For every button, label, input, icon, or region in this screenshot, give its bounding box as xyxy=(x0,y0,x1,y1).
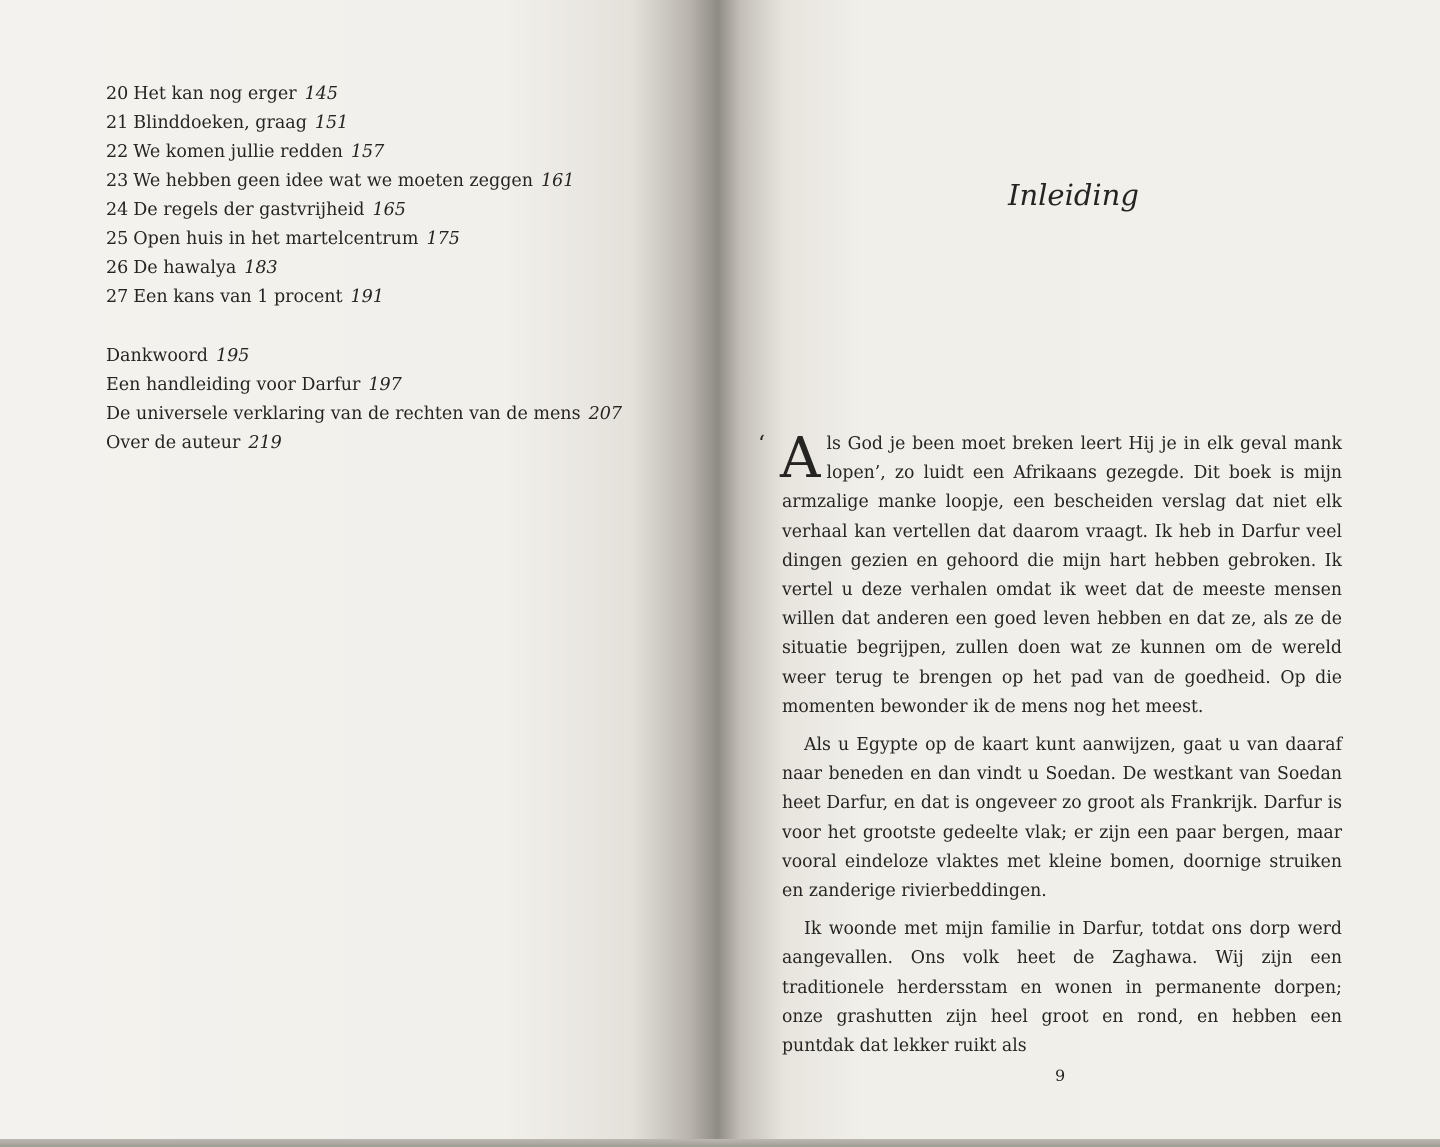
left-page xyxy=(0,0,718,1147)
toc-chapter-number: 20 xyxy=(106,84,129,104)
toc-chapter-number: 23 xyxy=(106,171,129,191)
toc-section-title: Dankwoord xyxy=(106,346,208,366)
paragraph: Als u Egypte op de kaart kunt aanwijzen, gaat u van daaraf naar beneden en dan vindt u Soedan. De westkant van Soedan heet Darfur, en dat is ongeveer zo groot als Frankrijk. Darfur is voor het grootste gedeelte vlak; er zijn een paar bergen, maar vooral eindeloze vlaktes met kleine bomen, doornige struiken en zanderige rivierbeddingen. xyxy=(782,735,1342,902)
toc-chapter-number: 25 xyxy=(106,229,129,249)
chapter-body xyxy=(758,426,1342,1061)
toc-entry xyxy=(106,225,706,254)
toc-chapter-title: De regels der gastvrijheid xyxy=(133,200,365,220)
toc-page-number: 207 xyxy=(588,404,622,424)
toc-chapter-title: De hawalya xyxy=(133,258,237,278)
toc-chapter-title: We komen jullie redden xyxy=(133,142,343,162)
toc-entry xyxy=(106,167,706,196)
toc-chapter-number: 22 xyxy=(106,142,129,162)
paragraph: Ik woonde met mijn familie in Darfur, totdat ons dorp werd aangevallen. Ons volk heet de Zaghawa. Wij zijn een traditionele herdersstam en wonen in permanente dorpen; onze grashutten zijn heel groot en rond, en hebben een puntdak dat lekker ruikt als xyxy=(782,919,1342,1057)
toc-entry xyxy=(106,371,706,400)
paragraph xyxy=(758,426,1342,722)
toc-page-number: 165 xyxy=(372,200,406,220)
toc-page-number: 151 xyxy=(314,113,349,133)
toc-entry xyxy=(106,80,706,109)
toc-entry xyxy=(106,196,706,225)
toc-entry xyxy=(106,342,706,371)
toc-page-number: 175 xyxy=(426,229,460,249)
table-of-contents xyxy=(106,80,706,458)
toc-page-number: 191 xyxy=(350,287,384,307)
toc-chapter-title: Het kan nog erger xyxy=(133,84,297,104)
toc-page-number: 161 xyxy=(541,171,575,191)
toc-page-number: 219 xyxy=(248,433,282,453)
chapter-title: Inleiding xyxy=(1008,178,1139,212)
toc-section-title: De universele verklaring van de rechten van de mens xyxy=(106,404,581,424)
toc-entry xyxy=(106,283,706,312)
toc-page-number: 195 xyxy=(215,346,250,366)
toc-chapter-title: Blinddoeken, graag xyxy=(133,113,307,133)
toc-entry xyxy=(106,109,706,138)
toc-chapter-number: 24 xyxy=(106,200,129,220)
toc-entry xyxy=(106,138,706,167)
toc-chapter-title: Een kans van 1 procent xyxy=(133,287,343,307)
toc-chapter-number: 26 xyxy=(106,258,129,278)
toc-page-number: 183 xyxy=(244,258,278,278)
toc-chapter-title: We hebben geen idee wat we moeten zeggen xyxy=(133,171,534,191)
toc-entry xyxy=(106,429,706,458)
toc-chapter-number: 27 xyxy=(106,287,129,307)
book-bottom-edge xyxy=(0,1139,1440,1147)
toc-chapter-title: Open huis in het martelcentrum xyxy=(133,229,419,249)
toc-entry xyxy=(106,400,706,429)
toc-page-number: 157 xyxy=(350,142,385,162)
page-number: 9 xyxy=(1055,1066,1066,1085)
paragraph-text: ls God je been moet breken leert Hij je in elk geval mank lopen’, zo luidt een Afrikaans gezegde. Dit boek is mijn armzalige manke loopje, een bescheiden verslag dat niet elk verhaal kan vertellen dat daarom vraagt. Ik heb in Darfur veel dingen gezien en gehoord die mijn hart hebben gebroken. Ik vertel u deze verhalen omdat ik weet dat de meeste mensen willen dat anderen een goed leven hebben en dat ze, als ze de situatie begrijpen, zullen doen wat ze kunnen om de wereld weer terug te brengen op het pad van de goedheid. Op die momenten bewonder ik de mens nog het meest. xyxy=(782,434,1342,717)
toc-section-title: Over de auteur xyxy=(106,433,241,453)
toc-chapter-number: 21 xyxy=(106,113,129,133)
toc-page-number: 197 xyxy=(368,375,402,395)
toc-entry xyxy=(106,254,706,283)
toc-spacer xyxy=(106,312,706,342)
opening-quote-mark: ‘ xyxy=(758,432,765,457)
drop-cap: A xyxy=(780,426,821,491)
toc-section-title: Een handleiding voor Darfur xyxy=(106,375,361,395)
toc-page-number: 145 xyxy=(304,84,338,104)
